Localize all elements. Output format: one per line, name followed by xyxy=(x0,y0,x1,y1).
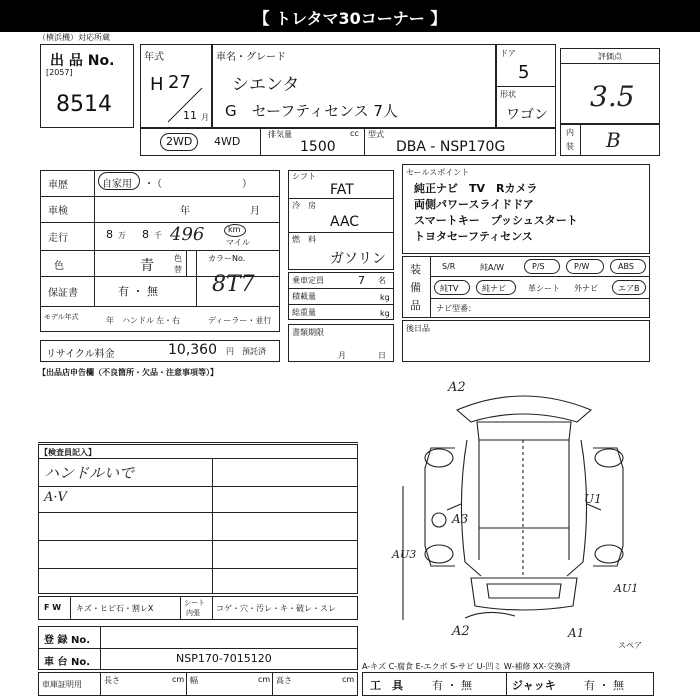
interior-label-2: 装 xyxy=(566,142,574,151)
displacement-unit: cc xyxy=(350,129,359,138)
equip-aw: 純A/W xyxy=(480,263,505,272)
height-unit: cm xyxy=(342,675,355,684)
equipment-label-3: 品 xyxy=(410,299,421,312)
seat-label-1: シート xyxy=(184,599,205,607)
equip-pw: P/W xyxy=(574,262,590,271)
reg-expiry-day: 日 xyxy=(378,351,386,360)
jack-value: 有 ・ 無 xyxy=(584,679,624,692)
year-era: H xyxy=(150,74,164,95)
score-label: 評価点 xyxy=(598,52,622,61)
model-year-label: モデル年式 xyxy=(44,313,79,321)
ac-label: 冷 房 xyxy=(292,201,316,210)
year-value: 27 xyxy=(168,72,191,93)
inspector-note-2: A·V xyxy=(44,490,67,505)
shift-label: シフト xyxy=(292,172,316,181)
spare-label: スペア xyxy=(618,641,642,650)
year-month-unit: 月 xyxy=(201,113,209,122)
chassis-value: NSP170-7015120 xyxy=(176,652,272,665)
post-date-box xyxy=(402,320,650,362)
recycle-deposit: 預託済 xyxy=(242,347,266,356)
year-label: 年式 xyxy=(144,52,164,63)
mileage-km: km xyxy=(228,225,241,234)
post-date-label: 後日品 xyxy=(406,324,430,333)
color-change-1: 色 xyxy=(174,254,182,263)
load-label: 積載量 xyxy=(292,292,316,301)
inspection-label: 車検 xyxy=(48,206,68,217)
mileage-sen-unit: 千 xyxy=(154,231,162,240)
height-label: 高さ xyxy=(276,676,292,685)
mark-a3: A3 xyxy=(452,512,469,526)
mileage-hand: 496 xyxy=(170,224,205,245)
jack-label: ジャッキ xyxy=(512,679,556,692)
lot-label: 出 品 No. xyxy=(50,53,115,69)
history-dot: ・ xyxy=(144,179,154,190)
body-type-label: 形状 xyxy=(500,90,516,99)
sales-points-label: セールスポイント xyxy=(406,168,470,177)
mileage-man: 8 xyxy=(106,228,113,241)
interior-defect-types: コゲ・穴・汚レ・キ・破レ・スレ xyxy=(216,604,336,613)
garage-row xyxy=(38,672,358,696)
mark-au1: AU1 xyxy=(614,582,639,595)
color-change-2: 替 xyxy=(174,265,182,274)
fuel-label: 燃 料 xyxy=(292,235,316,244)
fuel-value: ガソリン xyxy=(330,251,386,267)
equip-ps: P/S xyxy=(532,262,545,271)
warranty-value: 有 ・ 無 xyxy=(118,285,158,298)
year-month: 11 xyxy=(183,109,197,122)
gross-label: 総重量 xyxy=(292,308,316,317)
inspector-label: 【検査員記入】 xyxy=(40,448,96,457)
banner-title: 【 トレタマ30コーナー 】 xyxy=(253,9,447,28)
equip-leather: 革シート xyxy=(528,284,560,293)
reg-expiry-label: 書類期限 xyxy=(292,328,324,337)
displacement-value: 1500 xyxy=(300,139,336,155)
length-unit: cm xyxy=(172,675,185,684)
equipment-label-1: 装 xyxy=(410,263,421,276)
doors-value: 5 xyxy=(518,62,530,83)
displacement-label: 排気量 xyxy=(268,130,292,139)
inspector-note-1: ハンドルいで xyxy=(44,464,135,482)
model-name: シエンタ xyxy=(232,75,300,95)
mark-a2-top: A2 xyxy=(448,380,466,395)
lot-stamp: [2057] xyxy=(46,68,73,77)
recycle-label: リサイクル料金 xyxy=(46,349,115,360)
capacity-value: 7 xyxy=(358,274,365,287)
handle-label: ハンドル xyxy=(122,316,154,325)
seat-label-2: 内張 xyxy=(186,609,200,617)
equip-airbag: エアB xyxy=(618,284,640,293)
interior-value: B xyxy=(606,128,621,152)
type-value: DBA - NSP170G xyxy=(396,139,506,155)
capacity-unit: 名 xyxy=(378,276,386,285)
recycle-value: 10,360 xyxy=(168,342,217,358)
sales-point-2: 両側パワースライドドア xyxy=(414,198,534,211)
score-value: 3.5 xyxy=(590,80,635,113)
top-note: （横浜機）対応所蔵 xyxy=(38,33,110,42)
cert-label: 車庫証明用 xyxy=(42,680,82,689)
sales-point-3: スマートキー プッシュスタート xyxy=(414,214,578,227)
mileage-man-unit: 万 xyxy=(118,231,126,240)
length-label: 長さ xyxy=(104,676,120,685)
color-code-label: カラーNo. xyxy=(208,254,246,263)
handle-value: 左・右 xyxy=(156,316,180,325)
seller-notes-label: 【出品店申告欄（不良箇所・欠品・注意事項等）】 xyxy=(38,368,218,377)
drive-2wd: 2WD xyxy=(166,135,193,148)
equip-navi-model: ナビ型番： xyxy=(436,304,476,313)
equipment-label-2: 備 xyxy=(410,281,421,294)
mileage-sen: 8 xyxy=(142,228,149,241)
history-label: 車歴 xyxy=(48,180,68,191)
model-label: 車名・グレード xyxy=(216,52,286,63)
sales-point-1: 純正ナビ TV Rカメラ xyxy=(414,182,538,195)
inspection-year-unit: 年 xyxy=(180,206,190,217)
reg-expiry-month: 月 xyxy=(338,351,346,360)
reg-no-label: 登 録 No. xyxy=(44,635,91,646)
ac-value: AAC xyxy=(330,214,360,230)
equip-sr: S/R xyxy=(442,262,456,271)
capacity-label: 乗車定員 xyxy=(292,276,324,285)
sales-point-4: トヨタセーフティセンス xyxy=(414,230,533,243)
type-label: 型式 xyxy=(368,130,384,139)
color-code-value: 8T7 xyxy=(212,272,255,297)
model-grade: G セーフティセンス 7人 xyxy=(225,102,398,120)
mark-a2-bottom: A2 xyxy=(452,624,470,639)
shift-value: FAT xyxy=(330,182,354,198)
tools-value: 有 ・ 無 xyxy=(432,679,472,692)
fw-label: F W xyxy=(44,603,62,612)
inspection-month-unit: 月 xyxy=(250,206,260,217)
dealer-label: ディーラー・並行 xyxy=(208,316,272,325)
recycle-unit: 円 xyxy=(226,347,234,356)
mark-au3: AU3 xyxy=(392,548,417,561)
mileage-mile: マイル xyxy=(226,238,250,247)
model-year-unit: 年 xyxy=(106,316,114,325)
load-unit: kg xyxy=(380,293,390,302)
drive-4wd: 4WD xyxy=(214,135,241,148)
equip-tv: 純TV xyxy=(440,284,459,293)
equip-navi: 純ナビ xyxy=(482,284,506,293)
interior-label-1: 内 xyxy=(566,128,574,137)
mark-a1: A1 xyxy=(568,626,585,640)
width-label: 幅 xyxy=(190,676,198,685)
equip-abs: ABS xyxy=(618,262,634,271)
mark-u1: U1 xyxy=(584,492,602,506)
history-paren: （ ） xyxy=(152,179,252,190)
lot-number: 8514 xyxy=(56,92,112,117)
gross-unit: kg xyxy=(380,309,390,318)
defect-legend: A-キズ C-腐食 E-エクボ S-サビ U-凹ミ W-補修 XX-交換済 xyxy=(362,662,571,671)
tools-label: 工 具 xyxy=(370,679,403,692)
doors-label: ドア xyxy=(500,49,516,58)
color-value: 青 xyxy=(140,258,154,274)
chassis-label: 車 台 No. xyxy=(44,657,91,668)
color-label: 色 xyxy=(54,261,64,272)
body-type-value: ワゴン xyxy=(506,107,548,123)
equip-ext-navi: 外ナビ xyxy=(574,284,598,293)
defect-types: キズ・ヒビ石・割レX xyxy=(76,604,154,613)
history-private: 自家用 xyxy=(102,179,132,190)
info-grid xyxy=(40,170,280,332)
width-unit: cm xyxy=(258,675,271,684)
warranty-label: 保証書 xyxy=(48,288,78,299)
mileage-label: 走行 xyxy=(48,233,68,244)
